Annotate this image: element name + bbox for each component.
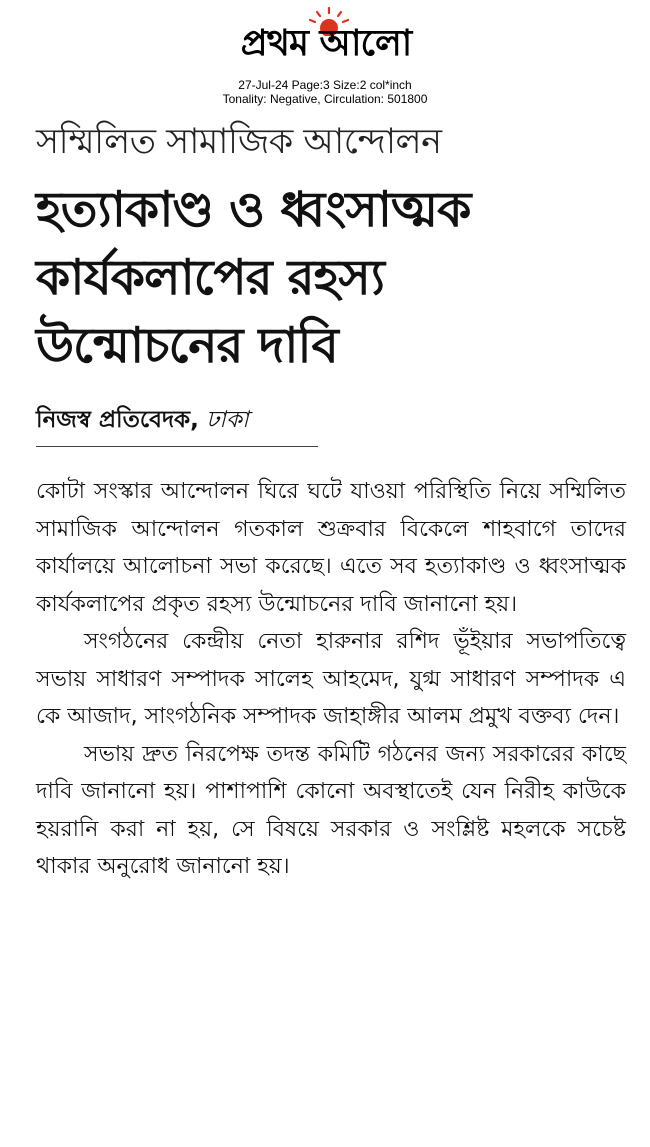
byline-place: ঢাকা <box>206 407 249 433</box>
headline-line: হত্যাকাণ্ড ও ধ্বংসাত্মক <box>36 181 471 238</box>
byline <box>36 404 626 436</box>
article-body <box>36 473 626 886</box>
body-paragraph: সংগঠনের কেন্দ্রীয় নেতা হারুনার রশিদ ভূঁইয়ার সভাপতিত্বে সভায় সাধারণ সম্পাদক সালেহ আহমেদ, যুগ্ম সাধারণ সম্পাদক এ কে আজাদ, সাংগঠনিক সম্পাদক জাহাঙ্গীর আলম প্রমুখ বক্তব্য দেন। <box>36 629 626 729</box>
headline-line: কার্যকলাপের রহস্য <box>36 249 384 306</box>
byline-reporter: নিজস্ব প্রতিবেদক, <box>36 407 199 433</box>
tonality-circulation-line: Tonality: Negative, Circulation: 501800 <box>222 92 428 106</box>
logo-wordmark: প্রথম আলো <box>240 23 412 64</box>
body-paragraph: কোটা সংস্কার আন্দোলন ঘিরে ঘটে যাওয়া পরিস্থিতি নিয়ে সম্মিলিত সামাজিক আন্দোলন গতকাল শুক্রবার বিকেলে শাহবাগে তাদের কার্যালয়ে আলোচনা সভা করেছে। এতে সব হত্যাকাণ্ড ও ধ্বংসাত্মক কার্যকলাপের প্রকৃত রহস্য উন্মোচনের দাবি জানানো হয়। <box>36 479 626 617</box>
body-paragraph: সভায় দ্রুত নিরপেক্ষ তদন্ত কমিটি গঠনের জন্য সরকারের কাছে দাবি জানানো হয়। পাশাপাশি কোনো অবস্থাতেই যেন নিরীহ কাউকে হয়রানি করা না হয়, সে বিষয়ে সরকার ও সংশ্লিষ্ট মহলকে সচেষ্ট থাকার অনুরোধ জানানো হয়। <box>36 741 626 879</box>
headline <box>36 176 626 380</box>
masthead <box>0 0 650 108</box>
clipping-info-line: 27-Jul-24 Page:3 Size:2 col*inch <box>238 78 412 92</box>
kicker: সম্মিলিত সামাজিক আন্দোলন <box>36 122 442 162</box>
headline-line: উন্মোচনের দাবি <box>36 317 338 374</box>
newspaper-logo <box>190 6 462 70</box>
news-article <box>36 118 626 886</box>
byline-divider <box>36 446 318 447</box>
